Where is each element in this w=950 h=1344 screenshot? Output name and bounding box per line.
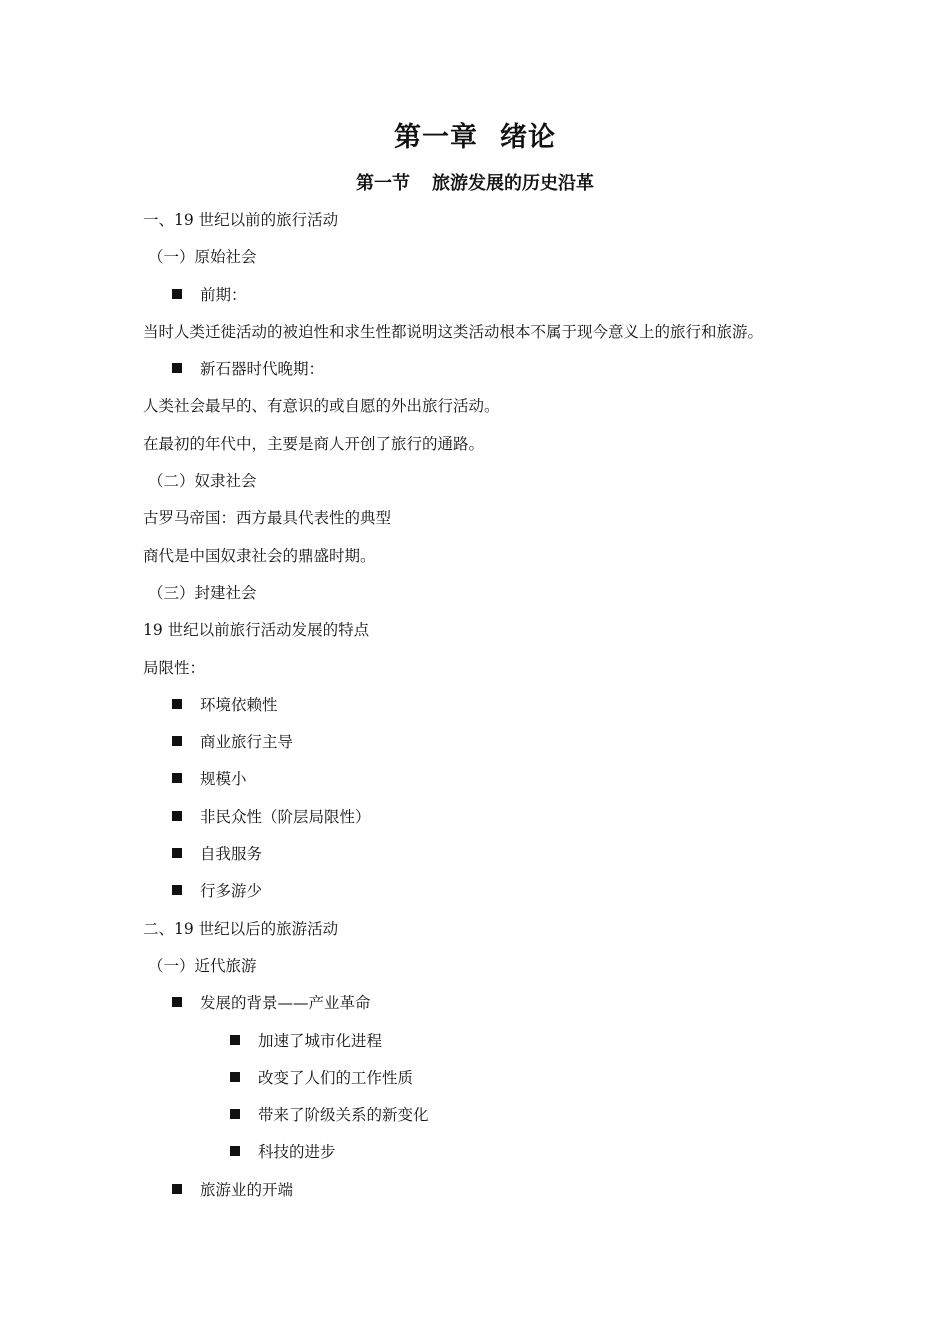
bullet-item: 商业旅行主导: [0, 724, 950, 761]
bullet-square-icon: [230, 1146, 240, 1156]
bullet-square-icon: [172, 363, 182, 373]
sub-bullet-item: 加速了城市化进程: [0, 1023, 950, 1060]
section-name: 旅游发展的历史沿革: [432, 173, 594, 194]
paragraph: 19 世纪以前旅行活动发展的特点: [143, 621, 370, 640]
bullet-item: 发展的背景——产业革命: [0, 985, 950, 1022]
heading-level-2: （一）近代旅游: [148, 956, 257, 975]
bullet-square-icon: [230, 1035, 240, 1045]
bullet-item: 行多游少: [0, 873, 950, 910]
chapter-title: [0, 118, 950, 158]
bullet-item: 环境依赖性: [0, 687, 950, 724]
bullet-square-icon: [172, 1184, 182, 1194]
bullet-item: 自我服务: [0, 836, 950, 873]
heading-level-2: （三）封建社会: [148, 583, 257, 602]
section-title: [0, 169, 950, 199]
bullet-square-icon: [172, 773, 182, 783]
section-label: 第一节: [356, 173, 410, 194]
paragraph: 在最初的年代中，主要是商人开创了旅行的通路。: [143, 434, 485, 453]
bullet-square-icon: [172, 699, 182, 709]
paragraph: 当时人类迁徙活动的被迫性和求生性都说明这类活动根本不属于现今意义上的旅行和旅游。: [143, 322, 764, 341]
paragraph: 局限性：: [143, 658, 206, 677]
bullet-item: 规模小: [0, 761, 950, 798]
sub-bullet-item: 科技的进步: [0, 1134, 950, 1171]
bullet-item: 旅游业的开端: [0, 1172, 950, 1209]
paragraph: 古罗马帝国：西方最具代表性的典型: [143, 509, 392, 528]
sub-bullet-item: 带来了阶级关系的新变化: [0, 1097, 950, 1134]
chapter-name: 绪论: [500, 122, 556, 153]
bullet-item: 非民众性（阶层局限性）: [0, 799, 950, 836]
bullet-square-icon: [230, 1072, 240, 1082]
sub-bullet-item: 改变了人们的工作性质: [0, 1060, 950, 1097]
bullet-square-icon: [172, 997, 182, 1007]
paragraph: 人类社会最早的、有意识的或自愿的外出旅行活动。: [143, 397, 500, 416]
chapter-label: 第一章: [394, 122, 478, 153]
bullet-square-icon: [172, 885, 182, 895]
bullet-square-icon: [172, 848, 182, 858]
heading-level-1: 二、19 世纪以后的旅游活动: [143, 919, 339, 938]
heading-level-2: （二）奴隶社会: [148, 472, 257, 491]
heading-level-2: （一）原始社会: [148, 248, 257, 267]
paragraph: 商代是中国奴隶社会的鼎盛时期。: [143, 546, 376, 565]
document-body: [0, 202, 950, 1209]
bullet-square-icon: [172, 736, 182, 746]
heading-level-1: 一、19 世纪以前的旅行活动: [143, 211, 339, 229]
bullet-square-icon: [172, 811, 182, 821]
bullet-item: 前期：: [0, 277, 950, 314]
bullet-square-icon: [230, 1109, 240, 1119]
bullet-item: 新石器时代晚期：: [0, 351, 950, 388]
bullet-square-icon: [172, 289, 182, 299]
